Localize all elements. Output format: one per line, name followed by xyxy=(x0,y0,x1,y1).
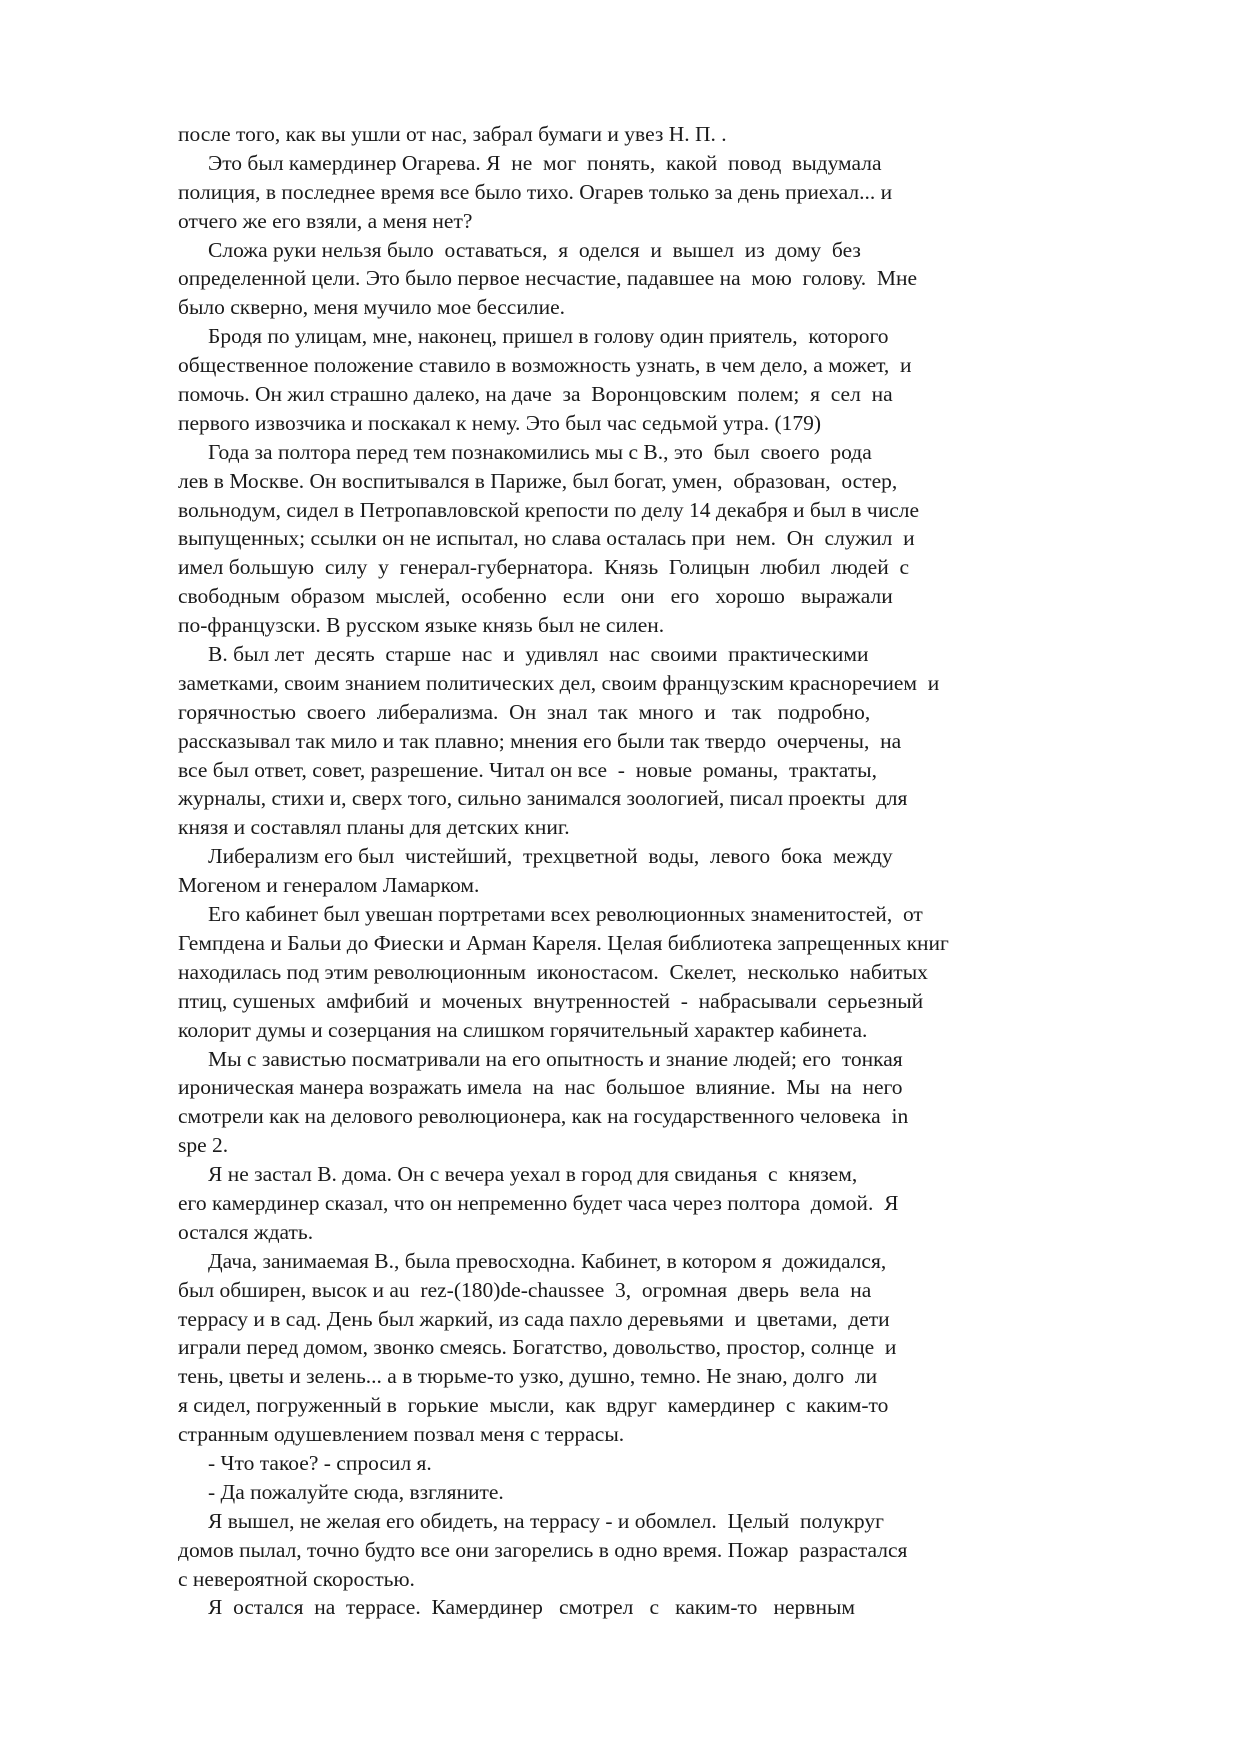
text-line: по-французски. В русском языке князь был не силен. xyxy=(178,613,665,638)
text-line: князя и составлял планы для детских книг. xyxy=(178,815,570,840)
text-line: Гемпдена и Бальи до Фиески и Арман Кареля. Целая библиотека запрещенных книг xyxy=(178,930,949,955)
text-line: тень, цветы и зелень... а в тюрьме-то узко, душно, темно. Не знаю, долго ли xyxy=(178,1364,878,1389)
text-line: заметками, своим знанием политических дел, своим французским красноречием и xyxy=(178,670,940,695)
text-line: колорит думы и созерцания на слишком горячительный характер кабинета. xyxy=(178,1017,868,1042)
text-line: ироническая манера возражать имела на нас большое влияние. Мы на него xyxy=(178,1075,903,1100)
text-line: определенной цели. Это было первое несчастие, падавшее на мою голову. Мне xyxy=(178,266,918,291)
paragraph-first-line: Я остался на террасе. Камердинер смотрел с каким-то нервным xyxy=(208,1595,856,1620)
paragraph-first-line: Я вышел, не желая его обидеть, на террасу - и обомлел. Целый полукруг xyxy=(208,1508,884,1533)
text-line: полиция, в последнее время все было тихо. Огарев только за день приехал... и xyxy=(178,179,893,204)
text-line: я сидел, погруженный в горькие мысли, как вдруг камердинер с каким-то xyxy=(178,1393,889,1418)
text-body xyxy=(178,120,1078,1622)
text-line: с невероятной скоростью. xyxy=(178,1566,415,1591)
text-line: вольнодум, сидел в Петропавловской крепости по делу 14 декабря и был в числе xyxy=(178,497,920,522)
text-line: было скверно, меня мучило мое бессилие. xyxy=(178,295,566,320)
paragraph-first-line: Я не застал В. дома. Он с вечера уехал в город для свиданья с князем, xyxy=(208,1162,858,1187)
text-line: все был ответ, совет, разрешение. Читал он все - новые романы, трактаты, xyxy=(178,757,877,782)
paragraph-first-line: Бродя по улицам, мне, наконец, пришел в голову один приятель, которого xyxy=(208,324,889,349)
paragraph-first-line: Года за полтора перед тем познакомились мы с В., это был своего рода xyxy=(208,439,872,464)
text-line: после того, как вы ушли от нас, забрал бумаги и увез Н. П. . xyxy=(178,122,727,146)
text-line: странным одушевлением позвал меня с террасы. xyxy=(178,1422,625,1447)
text-line: выпущенных; ссылки он не испытал, но слава осталась при нем. Он служил и xyxy=(178,526,915,551)
paragraph-first-line: В. был лет десять старше нас и удивлял нас своими практическими xyxy=(208,642,869,667)
text-line: Могеном и генералом Ламарком. xyxy=(178,873,480,898)
paragraph-first-line: Либерализм его был чистейший, трехцветной воды, левого бока между xyxy=(208,844,893,869)
text-line: птиц, сушеных амфибий и моченых внутренностей - набрасывали серьезный xyxy=(178,988,924,1013)
text-line: помочь. Он жил страшно далеко, на даче за Воронцовским полем; я сел на xyxy=(178,382,893,407)
text-line: свободным образом мыслей, особенно если они его хорошо выражали xyxy=(178,584,893,609)
paragraph-first-line: Мы с завистью посматривали на его опытность и знание людей; его тонкая xyxy=(208,1046,903,1071)
paragraph-first-line: - Да пожалуйте сюда, взгляните. xyxy=(208,1479,504,1504)
paragraph-first-line: Его кабинет был увешан портретами всех революционных знаменитостей, от xyxy=(208,902,923,927)
text-line: горячностью своего либерализма. Он знал так много и так подробно, xyxy=(178,699,871,724)
text-line: находилась под этим революционным иконостасом. Скелет, несколько набитых xyxy=(178,959,928,984)
text-line: отчего же его взяли, а меня нет? xyxy=(178,208,473,233)
text-line: его камердинер сказал, что он непременно будет часа через полтора домой. Я xyxy=(178,1190,899,1215)
text-line: spe 2. xyxy=(178,1133,229,1158)
text-line: общественное положение ставило в возможность узнать, в чем дело, а может, и xyxy=(178,353,912,378)
paragraph-first-line: Сложа руки нельзя было оставаться, я оделся и вышел из дому без xyxy=(208,237,861,262)
text-line: журналы, стихи и, сверх того, сильно занимался зоологией, писал проекты для xyxy=(178,786,908,811)
text-line: смотрели как на делового революционера, как на государственного человека in xyxy=(178,1104,909,1129)
paragraph-first-line: Это был камердинер Огарева. Я не мог понять, какой повод выдумала xyxy=(208,150,882,175)
paragraph-first-line: - Что такое? - спросил я. xyxy=(208,1450,432,1475)
text-line: первого извозчика и поскакал к нему. Это был час седьмой утра. (179) xyxy=(178,410,822,435)
text-line: домов пылал, точно будто все они загорелись в одно время. Пожар разрастался xyxy=(178,1537,908,1562)
paragraph-first-line: Дача, занимаемая В., была превосходна. Кабинет, в котором я дожидался, xyxy=(208,1248,887,1273)
text-line: остался ждать. xyxy=(178,1219,314,1244)
text-line: террасу и в сад. День был жаркий, из сада пахло деревьями и цветами, дети xyxy=(178,1306,890,1331)
text-line: был обширен, высок и au rez-(180)de-chaussee 3, огромная дверь вела на xyxy=(178,1277,872,1302)
text-line: рассказывал так мило и так плавно; мнения его были так твердо очерчены, на xyxy=(178,728,902,753)
text-line: имел большую силу у генерал-губернатора. Князь Голицын любил людей с xyxy=(178,555,910,580)
text-line: лев в Москве. Он воспитывался в Париже, был богат, умен, образован, остер, xyxy=(178,468,898,493)
text-line: играли перед домом, звонко смеясь. Богатство, довольство, простор, солнце и xyxy=(178,1335,897,1360)
